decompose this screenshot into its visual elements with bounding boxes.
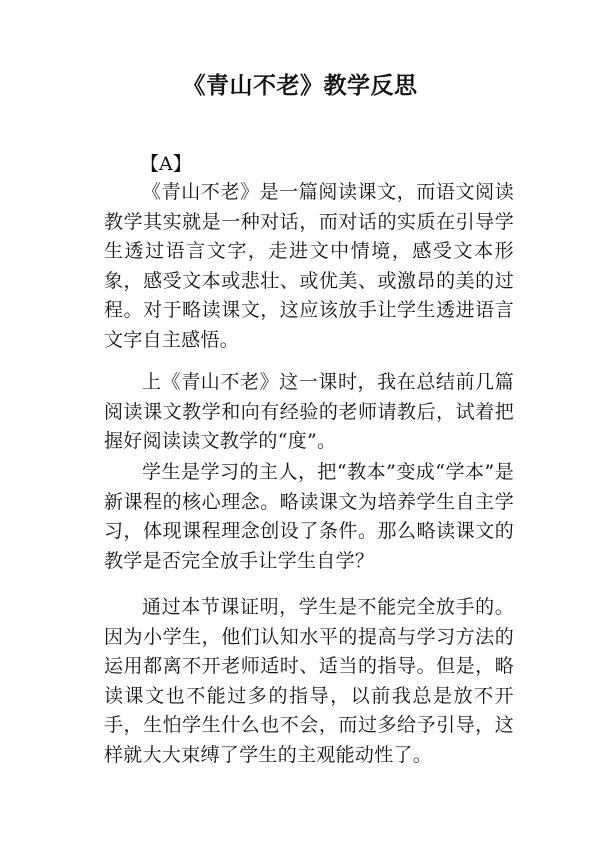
paragraph-4: 通过本节课证明，学生是不能完全放手的。因为小学生，他们认知水平的提高与学习方法的运用都离不开老师适时、适当的指导。但是，略读课文也不能过多的指导，以前我总是放不开手，生怕学生什么也不会，而过多给予引导，这样就大大束缚了学生的主观能动性了。 (104, 596, 514, 766)
paragraph-1: 《青山不老》是一篇阅读课文，而语文阅读教学其实就是一种对话，而对话的实质在引导学生透过语言文字，走进文中情境，感受文本形象，感受文本或悲壮、或优美、或激昂的美的过程。对于略读课文，这应该放手让学生透进语言文字自主感悟。 (104, 181, 514, 351)
paragraph-2: 上《青山不老》这一课时，我在总结前几篇阅读课文教学和向有经验的老师请教后，试着把握好阅读读文教学的“度”。 (104, 371, 514, 452)
section-label: 【A】 (140, 153, 192, 175)
page-title: 《青山不老》教学反思 (182, 73, 418, 99)
paragraph-3: 学生是学习的主人，把“教本”变成“学本”是新课程的核心理念。略读课文为培养学生自主学习，体现课程理念创设了条件。那么略读课文的教学是否完全放手让学生自学？ (104, 461, 514, 572)
